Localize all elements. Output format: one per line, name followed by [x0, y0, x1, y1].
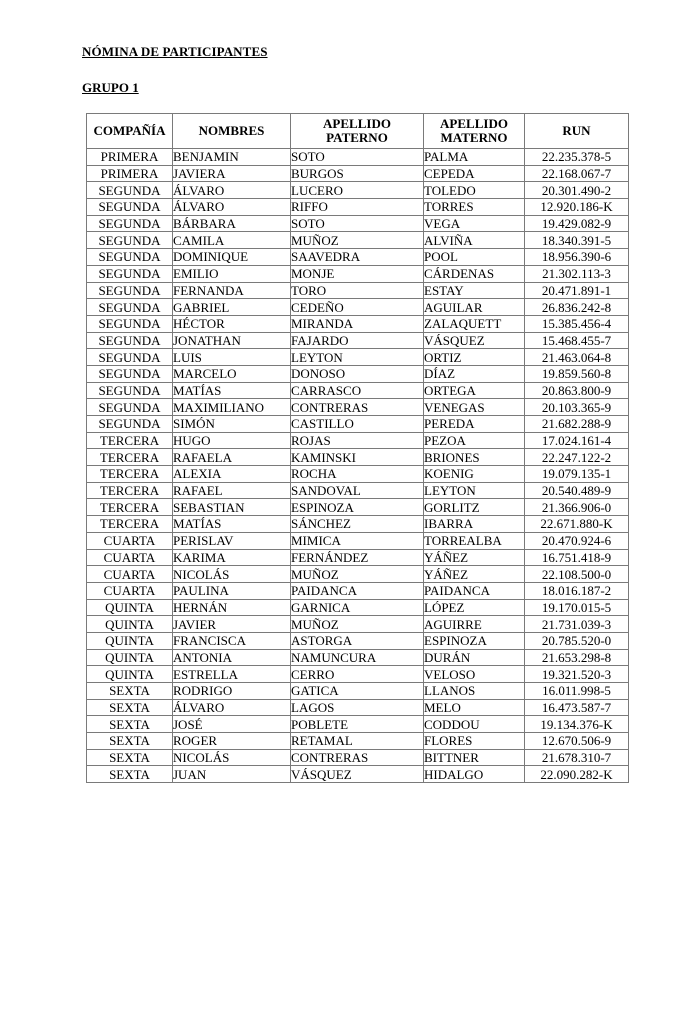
cell-maternal-surname: PALMA	[424, 149, 525, 166]
cell-paternal-surname: SOTO	[291, 149, 424, 166]
cell-company: QUINTA	[87, 616, 173, 633]
cell-paternal-surname: MONJE	[291, 265, 424, 282]
table-row	[87, 733, 629, 750]
cell-company: TERCERA	[87, 432, 173, 449]
cell-company: SEGUNDA	[87, 232, 173, 249]
cell-paternal-surname: CEDEÑO	[291, 299, 424, 316]
cell-maternal-surname: YÁÑEZ	[424, 566, 525, 583]
cell-paternal-surname: SANDOVAL	[291, 482, 424, 499]
cell-names: MARCELO	[173, 365, 291, 382]
cell-paternal-surname: KAMINSKI	[291, 449, 424, 466]
cell-paternal-surname: DONOSO	[291, 365, 424, 382]
table-row	[87, 466, 629, 483]
cell-paternal-surname: TORO	[291, 282, 424, 299]
cell-run: 19.859.560-8	[525, 365, 629, 382]
cell-company: SEGUNDA	[87, 182, 173, 199]
cell-run: 19.170.015-5	[525, 599, 629, 616]
cell-company: SEGUNDA	[87, 249, 173, 266]
table-header	[87, 114, 629, 149]
cell-maternal-surname: VEGA	[424, 215, 525, 232]
cell-run: 20.540.489-9	[525, 482, 629, 499]
cell-company: CUARTA	[87, 549, 173, 566]
cell-names: BÁRBARA	[173, 215, 291, 232]
cell-names: KARIMA	[173, 549, 291, 566]
cell-names: MAXIMILIANO	[173, 399, 291, 416]
cell-names: JAVIER	[173, 616, 291, 633]
cell-paternal-surname: SAAVEDRA	[291, 249, 424, 266]
group-title: GRUPO 1	[82, 80, 139, 95]
cell-names: EMILIO	[173, 265, 291, 282]
cell-maternal-surname: DÍAZ	[424, 365, 525, 382]
cell-company: SEXTA	[87, 766, 173, 783]
cell-company: TERCERA	[87, 482, 173, 499]
cell-company: SEXTA	[87, 749, 173, 766]
cell-company: QUINTA	[87, 632, 173, 649]
cell-names: NICOLÁS	[173, 566, 291, 583]
cell-run: 16.751.418-9	[525, 549, 629, 566]
cell-maternal-surname: ALVIÑA	[424, 232, 525, 249]
cell-maternal-surname: FLORES	[424, 733, 525, 750]
header-paternal-surname	[291, 114, 424, 149]
cell-company: SEGUNDA	[87, 332, 173, 349]
table-row	[87, 149, 629, 166]
table-row	[87, 265, 629, 282]
cell-paternal-surname: FERNÁNDEZ	[291, 549, 424, 566]
cell-maternal-surname: CÁRDENAS	[424, 265, 525, 282]
table-row	[87, 432, 629, 449]
table-row	[87, 315, 629, 332]
cell-run: 21.731.039-3	[525, 616, 629, 633]
table-row	[87, 582, 629, 599]
page-title: NÓMINA DE PARTICIPANTES	[82, 44, 268, 59]
cell-company: SEGUNDA	[87, 215, 173, 232]
cell-run: 22.235.378-5	[525, 149, 629, 166]
cell-maternal-surname: YÁÑEZ	[424, 549, 525, 566]
header-run: RUN	[525, 114, 629, 149]
cell-run: 20.785.520-0	[525, 632, 629, 649]
cell-names: JONATHAN	[173, 332, 291, 349]
cell-maternal-surname: LLANOS	[424, 683, 525, 700]
cell-run: 22.168.067-7	[525, 165, 629, 182]
cell-run: 19.429.082-9	[525, 215, 629, 232]
cell-company: PRIMERA	[87, 165, 173, 182]
cell-company: SEXTA	[87, 683, 173, 700]
cell-company: SEGUNDA	[87, 349, 173, 366]
cell-run: 20.470.924-6	[525, 532, 629, 549]
cell-run: 21.302.113-3	[525, 265, 629, 282]
cell-run: 26.836.242-8	[525, 299, 629, 316]
cell-company: SEGUNDA	[87, 382, 173, 399]
cell-company: QUINTA	[87, 649, 173, 666]
table-row	[87, 632, 629, 649]
cell-names: GABRIEL	[173, 299, 291, 316]
table-row	[87, 666, 629, 683]
cell-run: 22.090.282-K	[525, 766, 629, 783]
cell-run: 22.247.122-2	[525, 449, 629, 466]
cell-maternal-surname: LEYTON	[424, 482, 525, 499]
cell-run: 20.103.365-9	[525, 399, 629, 416]
cell-paternal-surname: POBLETE	[291, 716, 424, 733]
cell-paternal-surname: CASTILLO	[291, 416, 424, 433]
cell-maternal-surname: TORRES	[424, 199, 525, 216]
cell-company: TERCERA	[87, 516, 173, 533]
cell-maternal-surname: ORTIZ	[424, 349, 525, 366]
cell-company: SEXTA	[87, 733, 173, 750]
cell-paternal-surname: CARRASCO	[291, 382, 424, 399]
cell-paternal-surname: MUÑOZ	[291, 616, 424, 633]
cell-run: 16.473.587-7	[525, 699, 629, 716]
cell-maternal-surname: ESPINOZA	[424, 632, 525, 649]
cell-maternal-surname: HIDALGO	[424, 766, 525, 783]
table-row	[87, 299, 629, 316]
cell-maternal-surname: CODDOU	[424, 716, 525, 733]
table-row	[87, 516, 629, 533]
cell-company: CUARTA	[87, 566, 173, 583]
cell-run: 19.321.520-3	[525, 666, 629, 683]
cell-company: SEGUNDA	[87, 265, 173, 282]
cell-paternal-surname: CONTRERAS	[291, 399, 424, 416]
cell-names: ÁLVARO	[173, 182, 291, 199]
cell-names: ÁLVARO	[173, 199, 291, 216]
cell-names: JOSÉ	[173, 716, 291, 733]
cell-company: TERCERA	[87, 499, 173, 516]
cell-maternal-surname: TORREALBA	[424, 532, 525, 549]
cell-paternal-surname: RETAMAL	[291, 733, 424, 750]
cell-names: MATÍAS	[173, 382, 291, 399]
cell-maternal-surname: TOLEDO	[424, 182, 525, 199]
table-row	[87, 549, 629, 566]
cell-paternal-surname: SÁNCHEZ	[291, 516, 424, 533]
cell-names: SIMÓN	[173, 416, 291, 433]
header-names: NOMBRES	[173, 114, 291, 149]
cell-maternal-surname: CEPEDA	[424, 165, 525, 182]
cell-paternal-surname: RIFFO	[291, 199, 424, 216]
cell-run: 21.653.298-8	[525, 649, 629, 666]
cell-run: 20.863.800-9	[525, 382, 629, 399]
table-row	[87, 716, 629, 733]
cell-names: RAFAELA	[173, 449, 291, 466]
table-row	[87, 566, 629, 583]
cell-names: HERNÁN	[173, 599, 291, 616]
table-row	[87, 683, 629, 700]
cell-paternal-surname: NAMUNCURA	[291, 649, 424, 666]
cell-names: DOMINIQUE	[173, 249, 291, 266]
cell-run: 21.463.064-8	[525, 349, 629, 366]
cell-names: RAFAEL	[173, 482, 291, 499]
cell-maternal-surname: LÓPEZ	[424, 599, 525, 616]
cell-run: 12.920.186-K	[525, 199, 629, 216]
table-row	[87, 532, 629, 549]
header-paternal-line1: APELLIDO	[323, 116, 391, 131]
cell-maternal-surname: AGUIRRE	[424, 616, 525, 633]
cell-maternal-surname: DURÁN	[424, 649, 525, 666]
table-row	[87, 215, 629, 232]
table-row	[87, 749, 629, 766]
cell-run: 21.682.288-9	[525, 416, 629, 433]
header-row	[87, 114, 629, 149]
cell-names: LUIS	[173, 349, 291, 366]
table-row	[87, 199, 629, 216]
table-row	[87, 399, 629, 416]
table-row	[87, 332, 629, 349]
cell-paternal-surname: CONTRERAS	[291, 749, 424, 766]
cell-maternal-surname: VÁSQUEZ	[424, 332, 525, 349]
cell-maternal-surname: POOL	[424, 249, 525, 266]
cell-maternal-surname: PAIDANCA	[424, 582, 525, 599]
table-row	[87, 616, 629, 633]
cell-maternal-surname: ORTEGA	[424, 382, 525, 399]
cell-run: 17.024.161-4	[525, 432, 629, 449]
cell-names: SEBASTIAN	[173, 499, 291, 516]
table-row	[87, 282, 629, 299]
header-maternal-surname	[424, 114, 525, 149]
cell-company: SEGUNDA	[87, 365, 173, 382]
cell-paternal-surname: LUCERO	[291, 182, 424, 199]
cell-paternal-surname: MIMICA	[291, 532, 424, 549]
cell-names: ALEXIA	[173, 466, 291, 483]
cell-names: PERISLAV	[173, 532, 291, 549]
cell-run: 19.134.376-K	[525, 716, 629, 733]
cell-paternal-surname: LEYTON	[291, 349, 424, 366]
cell-company: SEGUNDA	[87, 315, 173, 332]
cell-paternal-surname: ROJAS	[291, 432, 424, 449]
table-row	[87, 482, 629, 499]
table-row	[87, 449, 629, 466]
cell-maternal-surname: GORLITZ	[424, 499, 525, 516]
cell-names: FRANCISCA	[173, 632, 291, 649]
cell-paternal-surname: GARNICA	[291, 599, 424, 616]
cell-company: SEGUNDA	[87, 199, 173, 216]
cell-names: RODRIGO	[173, 683, 291, 700]
cell-maternal-surname: PEREDA	[424, 416, 525, 433]
cell-company: QUINTA	[87, 666, 173, 683]
cell-maternal-surname: AGUILAR	[424, 299, 525, 316]
cell-paternal-surname: MUÑOZ	[291, 232, 424, 249]
cell-names: PAULINA	[173, 582, 291, 599]
cell-names: FERNANDA	[173, 282, 291, 299]
cell-paternal-surname: MUÑOZ	[291, 566, 424, 583]
cell-paternal-surname: CERRO	[291, 666, 424, 683]
cell-run: 19.079.135-1	[525, 466, 629, 483]
cell-maternal-surname: ESTAY	[424, 282, 525, 299]
cell-maternal-surname: IBARRA	[424, 516, 525, 533]
participants-table	[86, 113, 629, 783]
cell-names: HUGO	[173, 432, 291, 449]
cell-run: 21.366.906-0	[525, 499, 629, 516]
cell-paternal-surname: VÁSQUEZ	[291, 766, 424, 783]
cell-maternal-surname: VENEGAS	[424, 399, 525, 416]
cell-names: JAVIERA	[173, 165, 291, 182]
table-row	[87, 349, 629, 366]
cell-names: HÉCTOR	[173, 315, 291, 332]
cell-company: SEGUNDA	[87, 399, 173, 416]
cell-company: TERCERA	[87, 466, 173, 483]
cell-names: ÁLVARO	[173, 699, 291, 716]
table-body	[87, 149, 629, 783]
cell-run: 16.011.998-5	[525, 683, 629, 700]
cell-run: 21.678.310-7	[525, 749, 629, 766]
header-maternal-line1: APELLIDO	[440, 116, 508, 131]
cell-company: TERCERA	[87, 449, 173, 466]
cell-paternal-surname: GATICA	[291, 683, 424, 700]
cell-company: SEGUNDA	[87, 416, 173, 433]
cell-run: 15.385.456-4	[525, 315, 629, 332]
table-row	[87, 649, 629, 666]
cell-company: CUARTA	[87, 532, 173, 549]
cell-company: SEGUNDA	[87, 299, 173, 316]
cell-run: 18.956.390-6	[525, 249, 629, 266]
cell-maternal-surname: KOENIG	[424, 466, 525, 483]
cell-maternal-surname: BRIONES	[424, 449, 525, 466]
cell-names: ANTONIA	[173, 649, 291, 666]
cell-maternal-surname: BITTNER	[424, 749, 525, 766]
cell-maternal-surname: ZALAQUETT	[424, 315, 525, 332]
cell-names: NICOLÁS	[173, 749, 291, 766]
cell-run: 22.671.880-K	[525, 516, 629, 533]
cell-paternal-surname: BURGOS	[291, 165, 424, 182]
cell-maternal-surname: PEZOA	[424, 432, 525, 449]
cell-paternal-surname: ASTORGA	[291, 632, 424, 649]
cell-names: ROGER	[173, 733, 291, 750]
table-row	[87, 382, 629, 399]
cell-company: QUINTA	[87, 599, 173, 616]
cell-maternal-surname: MELO	[424, 699, 525, 716]
table-row	[87, 699, 629, 716]
cell-company: CUARTA	[87, 582, 173, 599]
header-paternal-line2: PATERNO	[326, 130, 388, 145]
header-maternal-line2: MATERNO	[440, 130, 508, 145]
table-row	[87, 599, 629, 616]
cell-company: PRIMERA	[87, 149, 173, 166]
cell-run: 12.670.506-9	[525, 733, 629, 750]
table-row	[87, 416, 629, 433]
cell-paternal-surname: ESPINOZA	[291, 499, 424, 516]
cell-maternal-surname: VELOSO	[424, 666, 525, 683]
table-row	[87, 499, 629, 516]
cell-run: 18.016.187-2	[525, 582, 629, 599]
cell-run: 22.108.500-0	[525, 566, 629, 583]
cell-paternal-surname: LAGOS	[291, 699, 424, 716]
cell-run: 20.301.490-2	[525, 182, 629, 199]
cell-run: 20.471.891-1	[525, 282, 629, 299]
table-row	[87, 365, 629, 382]
cell-run: 18.340.391-5	[525, 232, 629, 249]
cell-names: JUAN	[173, 766, 291, 783]
table-row	[87, 232, 629, 249]
cell-names: ESTRELLA	[173, 666, 291, 683]
table-row	[87, 249, 629, 266]
table-row	[87, 182, 629, 199]
cell-paternal-surname: MIRANDA	[291, 315, 424, 332]
table-row	[87, 165, 629, 182]
cell-company: SEXTA	[87, 699, 173, 716]
cell-company: SEXTA	[87, 716, 173, 733]
cell-paternal-surname: ROCHA	[291, 466, 424, 483]
cell-company: SEGUNDA	[87, 282, 173, 299]
cell-paternal-surname: PAIDANCA	[291, 582, 424, 599]
cell-names: MATÍAS	[173, 516, 291, 533]
cell-paternal-surname: FAJARDO	[291, 332, 424, 349]
cell-names: CAMILA	[173, 232, 291, 249]
cell-names: BENJAMIN	[173, 149, 291, 166]
cell-paternal-surname: SOTO	[291, 215, 424, 232]
header-company: COMPAÑÍA	[87, 114, 173, 149]
table-row	[87, 766, 629, 783]
cell-run: 15.468.455-7	[525, 332, 629, 349]
